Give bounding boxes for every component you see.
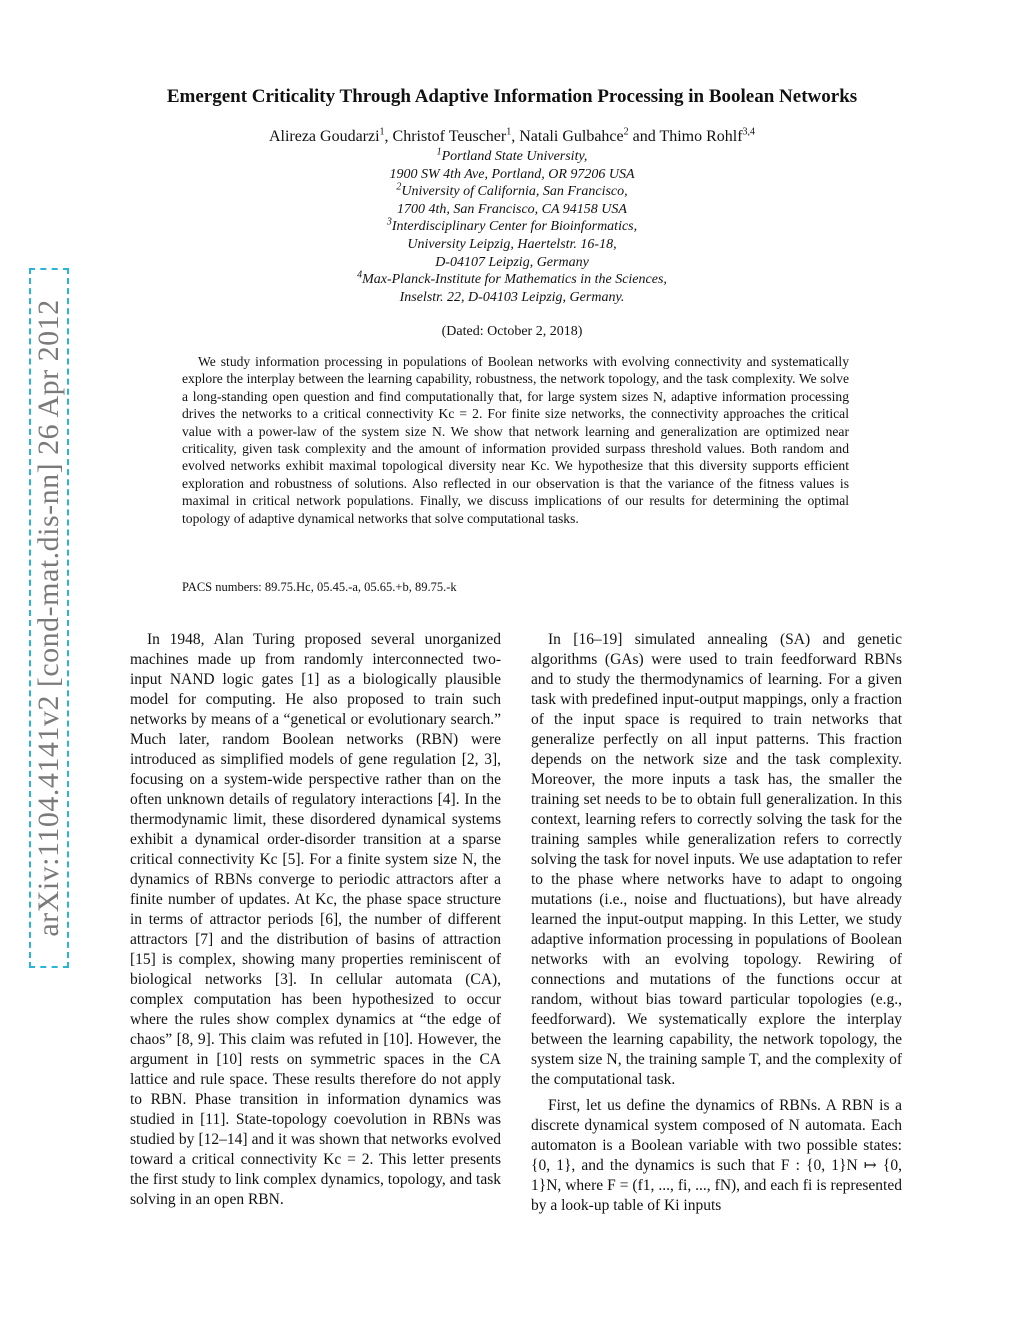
affiliations	[150, 148, 874, 306]
affiliation-mark: 4	[357, 269, 363, 281]
body-column-left	[130, 630, 501, 1210]
author-list	[100, 128, 924, 146]
affiliation-line	[150, 289, 874, 307]
body-paragraph: In 1948, Alan Turing proposed several unorganized machines made up from randomly interconnected two-input NAND logic gates [1] as a biologically plausible model for computing. He also proposed to train such networks by means of a “genetical or evolutionary search.” Much later, random Boolean networks (RBN) were introduced as simplified models of gene regulation [2, 3], focusing on a system-wide perspective rather than on the often unknown details of regulatory interactions [4]. In the thermodynamic limit, these disordered dynamical systems exhibit a dynamical order-disorder transition at a sparse critical connectivity Kc [5]. For a finite system size N, the dynamics of RBNs converge to periodic attractors after a finite number of updates. At Kc, the phase space structure in terms of attractor periods [6], the number of different attractors [7] and the distribution of basins of attraction [15] is complex, showing many properties reminiscent of biological networks [3]. In cellular automata (CA), complex computation has been hypothesized to occur where the rules show complex dynamics at “the edge of chaos” [8, 9]. This claim was refuted in [10]. However, the argument in [10] rests on symmetric spaces in the CA lattice and rule space. These results therefore do not apply to RBN. Phase transition in information dynamics was studied in [11]. State-topology coevolution in RBNs was studied by [12–14] and it was shown that networks evolved toward a critical connectivity Kc = 2. This letter presents the first study to link complex dynamics, topology, and task solving in an open RBN.	[130, 631, 501, 1208]
affiliation-line	[150, 166, 874, 184]
author-affil-mark: 2	[623, 126, 629, 138]
affiliation-text: D-04107 Leipzig, Germany	[435, 254, 589, 270]
author-affil-mark: 3,4	[742, 126, 756, 138]
affiliation-mark: 1	[436, 146, 442, 158]
affiliation-line	[150, 218, 874, 236]
affiliation-text: Inselstr. 22, D-04103 Leipzig, Germany.	[399, 289, 625, 305]
author-separator: and	[628, 128, 660, 145]
pacs-numbers: PACS numbers: 89.75.Hc, 05.45.-a, 05.65.+b, 89.75.-k	[182, 580, 457, 594]
affiliation-text: University of California, San Francisco,	[401, 184, 628, 200]
affiliation-line	[150, 201, 874, 219]
author-name: Thimo Rohlf	[659, 128, 743, 145]
affiliation-line	[150, 271, 874, 289]
author-name: Christof Teuscher	[392, 128, 507, 145]
affiliation-text: 1700 4th, San Francisco, CA 94158 USA	[397, 201, 627, 217]
author-separator: ,	[384, 128, 393, 145]
author-affil-mark: 1	[379, 126, 385, 138]
affiliation-line	[150, 148, 874, 166]
affiliation-line	[150, 254, 874, 272]
affiliation-line	[150, 183, 874, 201]
affiliation-mark: 2	[396, 181, 402, 193]
affiliation-text: Interdisciplinary Center for Bioinformatics,	[391, 219, 638, 235]
abstract: We study information processing in populations of Boolean networks with evolving connectivity and systematically explore the interplay between the learning capability, robustness, the network topology, and the task complexity. We solve a long-standing open question and find computationally that, for large system sizes N, adaptive information processing drives the networks to a critical connectivity Kc = 2. For finite size networks, the connectivity approaches the critical value with a power-law of the system size N. We show that network learning and generalization are optimized near criticality, given task complexity and the amount of information provided surpass threshold values. Both random and evolved networks exhibit maximal topological diversity near Kc. We hypothesize that this diversity supports efficient exploration and robustness of solutions. Also reflected in our observation is that the variance of the fitness values is maximal in critical network populations. Finally, we discuss implications of our results for determining the optimal topology of adaptive dynamical networks that solve computational tasks.	[182, 354, 849, 526]
author-separator: ,	[511, 128, 520, 145]
affiliation-text: Portland State University,	[441, 149, 588, 164]
paper-title: Emergent Criticality Through Adaptive Information Processing in Boolean Networks	[166, 86, 858, 107]
affiliation-line	[150, 236, 874, 254]
author-name: Alireza Goudarzi	[268, 128, 380, 145]
arxiv-id-text: arXiv:1104.4141v2 [cond-mat.dis-nn] 26 Apr 2012	[32, 299, 65, 937]
affiliation-text: University Leipzig, Haertelstr. 16-18,	[407, 236, 617, 252]
author-affil-mark: 1	[506, 126, 512, 138]
body-paragraph: First, let us define the dynamics of RBNs. A RBN is a discrete dynamical system composed of N automata. Each automaton is a Boolean variable with two possible states: {0, 1}, and the dynamics is such that F : {0, 1}N ↦ {0, 1}N, where F = (f1, ..., fi, ..., fN), and each fi is represented by a look-up table of Ki inputs	[531, 1097, 902, 1214]
affiliation-mark: 3	[386, 216, 392, 228]
body-paragraph: In [16–19] simulated annealing (SA) and genetic algorithms (GAs) were used to train feedforward RBNs and to study the thermodynamics of learning. For a given task with predefined input-output mappings, only a fraction of the input space is required to train networks that generalize perfectly on all input patterns. This fraction depends on the network size and the task complexity. Moreover, the more inputs a task has, the smaller the training set needs to be to obtain full generalization. In this context, learning refers to correctly solving the task for the training samples while generalization refers to correctly solving the task for novel inputs. We use adaptation to refer to the phase where networks have to adapt to ongoing mutations (i.e., noise and fluctuations), but have already learned the input-output mapping. In this Letter, we study adaptive information processing in populations of Boolean networks with an evolving topology. Rewiring of connections and mutations of the functions occur at random, without bias toward particular topologies (e.g., feedforward). We systematically explore the interplay between the learning capability, the network topology, the system size N, the training sample T, and the complexity of the computational task.	[531, 631, 902, 1088]
arxiv-identifier-stamp	[29, 268, 69, 968]
affiliation-text: Max-Planck-Institute for Mathematics in the Sciences,	[362, 272, 667, 288]
date-line: (Dated: October 2, 2018)	[441, 324, 583, 339]
author-name: Natali Gulbahce	[519, 128, 624, 145]
affiliation-text: 1900 SW 4th Ave, Portland, OR 97206 USA	[389, 166, 635, 182]
body-column-right	[531, 630, 902, 1216]
